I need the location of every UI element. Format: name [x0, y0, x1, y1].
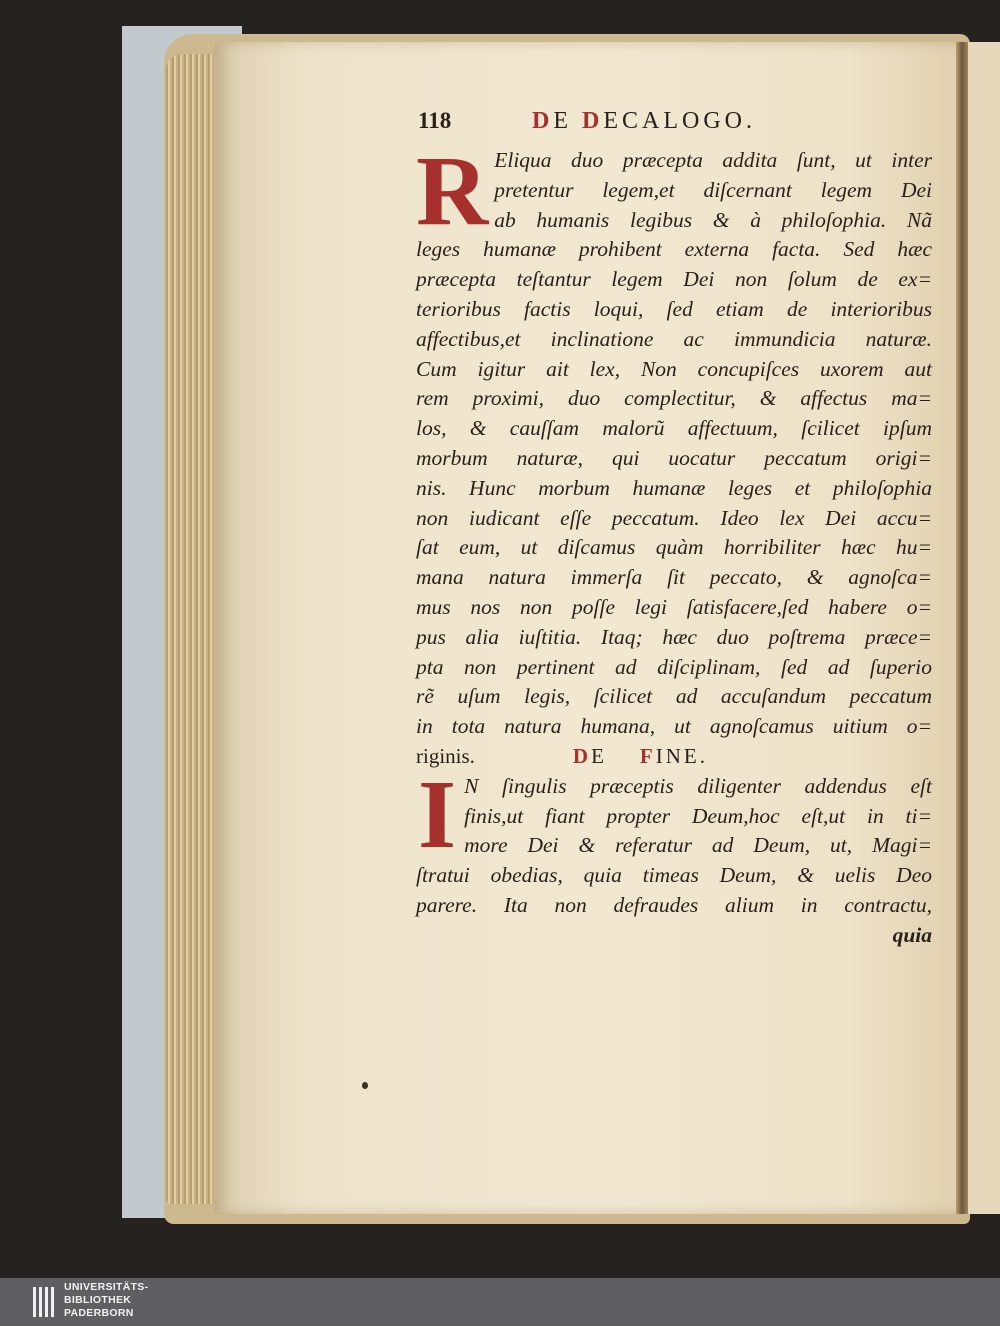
- text-line: terioribus factis loqui, ſed etiam de interioribus: [416, 296, 932, 321]
- text-line: ſtratui obedias, quia timeas Deum, & uelis Deo: [416, 863, 932, 888]
- library-logo-icon: [32, 1285, 56, 1319]
- running-title-initial-2: D: [582, 108, 604, 134]
- text-line: morbum naturæ, qui uocatur peccatum origi=: [416, 445, 932, 470]
- section-heading-de-fine: [416, 742, 932, 772]
- text-line: præcepta teſtantur legem Dei non ſolum de ex=: [416, 267, 932, 292]
- library-name-line: UNIVERSITÄTS-: [64, 1281, 149, 1293]
- paragraph-reliqua: [416, 135, 932, 742]
- text-line: pta non pertinent ad diſciplinam, ſed ad ſuperio: [416, 654, 932, 679]
- library-footer: [0, 1278, 1000, 1326]
- text-line: Eliqua duo præcepta addita ſunt, ut inter: [494, 148, 932, 172]
- heading-word-fine-rest: INE.: [655, 743, 708, 768]
- page-number: 118: [418, 108, 452, 133]
- text-line: in tota natura humana, ut agnoſcamus uitium o=: [416, 714, 932, 739]
- running-title-word-1-rest: E: [553, 108, 573, 134]
- facing-page-edge: [964, 42, 1000, 1214]
- catchword: quia: [892, 922, 932, 947]
- text-line: non iudicant eſſe peccatum. Ideo lex Dei accu=: [416, 505, 932, 530]
- page-header: [416, 106, 932, 146]
- ink-spot: [362, 1082, 368, 1089]
- paragraph-in-singulis: [416, 760, 932, 951]
- text-line: parere. Ita non defraudes alium in contractu,: [416, 892, 932, 917]
- heading-initial-d: D: [572, 743, 592, 768]
- text-line: pus alia iuſtitia. Itaq; hæc duo poſtrema præce=: [416, 624, 932, 649]
- library-name-line: BIBLIOTHEK: [64, 1294, 132, 1306]
- text-line: los, & cauſſam malorũ affectuum, ſcilicet ipſum: [416, 416, 932, 441]
- text-line: rem proximi, duo complectitur, & affectus ma=: [416, 386, 932, 411]
- text-line: mus nos non poſſe legi ſatisfacere,ſed habere o=: [416, 594, 932, 619]
- running-title-initial-1: D: [532, 108, 554, 134]
- drop-cap-i: I: [418, 760, 457, 869]
- text-line: pretentur legem,et diſcernant legem Dei: [494, 177, 932, 202]
- text-block: [416, 106, 932, 951]
- text-line: finis,ut fiant propter Deum,hoc eſt,ut in ti=: [464, 803, 932, 828]
- running-title-word-2-rest: ECALOGO.: [603, 108, 757, 134]
- book-gutter: [956, 42, 968, 1214]
- drop-cap-r: R: [416, 135, 489, 246]
- paragraph-last-line: riginis.: [416, 743, 475, 768]
- library-name: [64, 1281, 148, 1320]
- text-line: mana natura immerſa ſit peccato, & agnoſca=: [416, 565, 932, 590]
- library-name-line: PADERBORN: [64, 1307, 134, 1319]
- text-line: N ſingulis præceptis diligenter addendus eſt: [464, 773, 932, 798]
- heading-word-de-rest: E: [591, 743, 607, 768]
- heading-initial-f: F: [639, 743, 656, 768]
- text-line: nis. Hunc morbum humanæ leges et philoſophia: [416, 475, 932, 500]
- text-line: Cum igitur ait lex, Non concupiſces uxorem aut: [416, 356, 932, 381]
- text-line: more Dei & referatur ad Deum, ut, Magi=: [464, 833, 932, 858]
- text-line: ab humanis legibus & à philoſophia. Nã: [494, 207, 932, 232]
- text-line: affectibus,et inclinatione ac immundicia naturæ.: [416, 326, 932, 351]
- text-line: rẽ uſum legis, ſcilicet ad accuſandum peccatum: [416, 684, 932, 709]
- text-line: leges humanæ prohibent externa facta. Sed hæc: [416, 237, 932, 262]
- text-line: ſat eum, ut diſcamus quàm horribiliter hæc hu=: [416, 535, 932, 560]
- running-title: [532, 108, 756, 135]
